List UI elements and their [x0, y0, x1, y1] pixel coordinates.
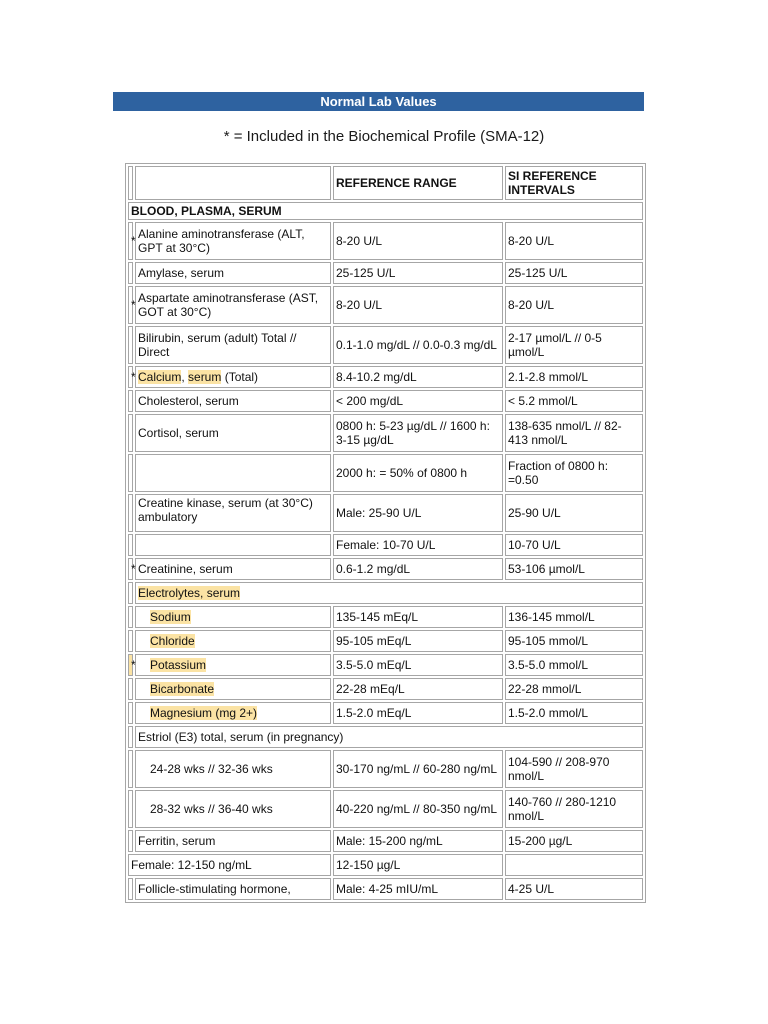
table-row [128, 854, 643, 876]
test-name: Cortisol, serum [135, 414, 331, 452]
reference-range: 0.6-1.2 mg/dL [333, 558, 503, 580]
test-name [135, 702, 331, 724]
si-interval: 3.5-5.0 mmol/L [505, 654, 643, 676]
test-name [135, 366, 331, 388]
highlighted-term: serum [188, 370, 222, 384]
star-marker [128, 262, 133, 284]
test-name: Alanine aminotransferase (ALT, GPT at 30°C) [135, 222, 331, 260]
test-name: Ferritin, serum [135, 830, 331, 852]
si-interval: 10-70 U/L [505, 534, 643, 556]
table-row [128, 606, 643, 628]
table-row [128, 702, 643, 724]
test-name [135, 630, 331, 652]
si-interval: 8-20 U/L [505, 222, 643, 260]
table-row [128, 726, 643, 748]
group-label [135, 582, 643, 604]
table-row [128, 414, 643, 452]
reference-range: 12-150 µg/L [333, 854, 503, 876]
star-marker [128, 494, 133, 532]
si-interval: 1.5-2.0 mmol/L [505, 702, 643, 724]
reference-range: 95-105 mEq/L [333, 630, 503, 652]
si-interval: 4-25 U/L [505, 878, 643, 900]
star-marker [128, 790, 133, 828]
header-reference-range: REFERENCE RANGE [333, 166, 503, 200]
table-row [128, 366, 643, 388]
star-marker: * [128, 366, 133, 388]
star-marker: * [128, 558, 133, 580]
reference-range: < 200 mg/dL [333, 390, 503, 412]
reference-range: Male: 25-90 U/L [333, 494, 503, 532]
table-row [128, 390, 643, 412]
table-row [128, 222, 643, 260]
star-marker: * [128, 286, 133, 324]
test-name [135, 678, 331, 700]
header-si-reference-intervals: SI REFERENCE INTERVALS [505, 166, 643, 200]
highlighted-term: Electrolytes, serum [138, 586, 241, 600]
test-name [135, 534, 331, 556]
table-row [128, 534, 643, 556]
star-marker [128, 454, 133, 492]
table-row [128, 678, 643, 700]
table-row [128, 494, 643, 532]
test-name: Cholesterol, serum [135, 390, 331, 412]
test-name: Amylase, serum [135, 262, 331, 284]
star-marker [128, 750, 133, 788]
highlighted-term: Potassium [150, 658, 207, 672]
table-row [128, 582, 643, 604]
reference-range: 135-145 mEq/L [333, 606, 503, 628]
star-marker [128, 878, 133, 900]
reference-range: Male: 4-25 mIU/mL [333, 878, 503, 900]
test-name: Creatinine, serum [135, 558, 331, 580]
si-interval: 2.1-2.8 mmol/L [505, 366, 643, 388]
reference-range: 0800 h: 5-23 µg/dL // 1600 h: 3-15 µg/dL [333, 414, 503, 452]
si-interval [505, 854, 643, 876]
si-interval: 25-125 U/L [505, 262, 643, 284]
test-name: Creatine kinase, serum (at 30°C) ambulatory [135, 494, 331, 532]
header-cell-star [128, 166, 133, 200]
test-name [135, 654, 331, 676]
test-name: Bilirubin, serum (adult) Total // Direct [135, 326, 331, 364]
reference-range: 22-28 mEq/L [333, 678, 503, 700]
highlighted-term: Sodium [150, 610, 191, 624]
page-title: Normal Lab Values [113, 92, 644, 111]
table-row [128, 830, 643, 852]
test-name: Follicle-stimulating hormone, [135, 878, 331, 900]
table-row [128, 654, 643, 676]
star-marker [128, 702, 133, 724]
highlighted-term: Chloride [150, 634, 195, 648]
star-marker: * [128, 222, 133, 260]
table-header-row [128, 166, 643, 200]
table-row [128, 630, 643, 652]
reference-range: 1.5-2.0 mEq/L [333, 702, 503, 724]
si-interval: 136-145 mmol/L [505, 606, 643, 628]
star-marker [128, 414, 133, 452]
reference-range: 2000 h: = 50% of 0800 h [333, 454, 503, 492]
test-name: 24-28 wks // 32-36 wks [135, 750, 331, 788]
reference-range: 30-170 ng/mL // 60-280 ng/mL [333, 750, 503, 788]
si-interval: Fraction of 0800 h: =0.50 [505, 454, 643, 492]
test-name-suffix: (Total) [221, 370, 259, 384]
si-interval: 104-590 // 208-970 nmol/L [505, 750, 643, 788]
test-name: Female: 12-150 ng/mL [128, 854, 331, 876]
star-marker [128, 390, 133, 412]
test-name-separator: , [181, 370, 189, 384]
section-title: BLOOD, PLASMA, SERUM [128, 202, 643, 220]
table-row [128, 750, 643, 788]
reference-range: 8-20 U/L [333, 286, 503, 324]
table-row [128, 326, 643, 364]
si-interval: 138-635 nmol/L // 82-413 nmol/L [505, 414, 643, 452]
test-name: Aspartate aminotransferase (AST, GOT at 30°C) [135, 286, 331, 324]
header-cell-test [135, 166, 331, 200]
star-marker [128, 326, 133, 364]
si-interval: 2-17 µmol/L // 0-5 µmol/L [505, 326, 643, 364]
highlighted-term: Bicarbonate [150, 682, 215, 696]
subtitle: * = Included in the Biochemical Profile (SMA-12) [223, 128, 545, 145]
star-marker: * [128, 654, 133, 676]
table-row [128, 878, 643, 900]
si-interval: 140-760 // 280-1210 nmol/L [505, 790, 643, 828]
star-marker [128, 534, 133, 556]
table-row [128, 558, 643, 580]
table-row [128, 790, 643, 828]
reference-range: 40-220 ng/mL // 80-350 ng/mL [333, 790, 503, 828]
si-interval: 22-28 mmol/L [505, 678, 643, 700]
highlighted-term: Magnesium (mg 2+) [150, 706, 258, 720]
table-row [128, 454, 643, 492]
test-name [135, 454, 331, 492]
reference-range: 8-20 U/L [333, 222, 503, 260]
reference-range: Male: 15-200 ng/mL [333, 830, 503, 852]
star-marker [128, 606, 133, 628]
si-interval: 8-20 U/L [505, 286, 643, 324]
lab-values-table [125, 163, 646, 903]
star-marker [128, 830, 133, 852]
table-row [128, 286, 643, 324]
si-interval: 95-105 mmol/L [505, 630, 643, 652]
test-name [135, 606, 331, 628]
si-interval: < 5.2 mmol/L [505, 390, 643, 412]
section-row [128, 202, 643, 220]
star-marker [128, 678, 133, 700]
reference-range: 0.1-1.0 mg/dL // 0.0-0.3 mg/dL [333, 326, 503, 364]
highlighted-term: Calcium [138, 370, 182, 384]
star-marker [128, 582, 133, 604]
group-label: Estriol (E3) total, serum (in pregnancy) [135, 726, 643, 748]
reference-range: 3.5-5.0 mEq/L [333, 654, 503, 676]
reference-range: 8.4-10.2 mg/dL [333, 366, 503, 388]
star-marker [128, 726, 133, 748]
reference-range: 25-125 U/L [333, 262, 503, 284]
si-interval: 53-106 µmol/L [505, 558, 643, 580]
star-marker [128, 630, 133, 652]
reference-range: Female: 10-70 U/L [333, 534, 503, 556]
test-name: 28-32 wks // 36-40 wks [135, 790, 331, 828]
si-interval: 25-90 U/L [505, 494, 643, 532]
table-row [128, 262, 643, 284]
si-interval: 15-200 µg/L [505, 830, 643, 852]
